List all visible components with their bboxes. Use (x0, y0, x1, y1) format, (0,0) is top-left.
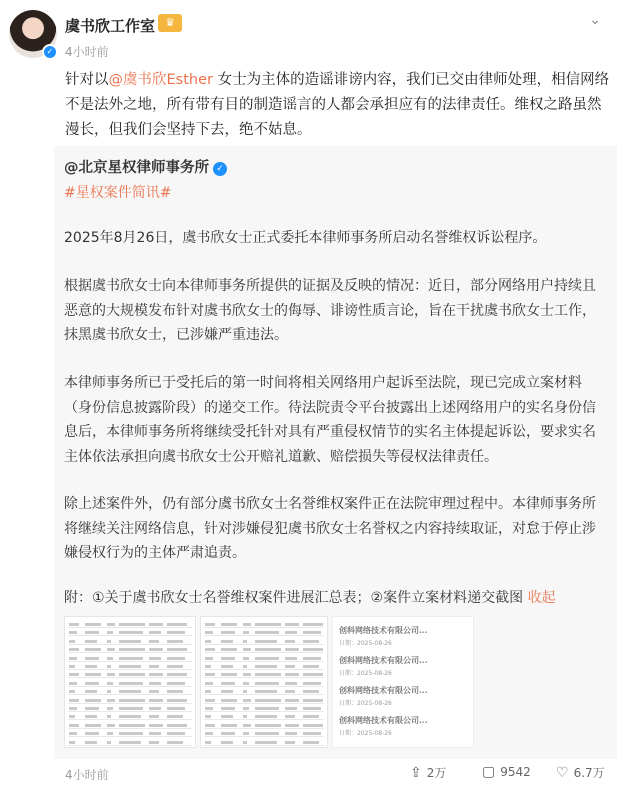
table-cell-mark (107, 690, 111, 693)
table-cell-mark (205, 690, 211, 693)
table-cell-mark (205, 715, 211, 718)
table-cell-mark (255, 682, 279, 685)
table-cell-mark (149, 699, 163, 702)
table-cell-mark (167, 623, 187, 626)
table-cell-mark (119, 690, 141, 693)
table-cell-mark (85, 665, 97, 668)
table-row-line (204, 677, 324, 678)
table-cell-mark (285, 682, 297, 685)
repost-author-name[interactable]: @北京星权律师事务所 (64, 160, 209, 176)
table-row-line (68, 627, 192, 628)
table-cell-mark (243, 673, 251, 676)
table-cell-mark (85, 732, 99, 735)
table-cell-mark (167, 690, 183, 693)
table-cell-mark (255, 690, 277, 693)
table-cell-mark (221, 640, 233, 643)
table-cell-mark (107, 724, 115, 727)
table-cell-mark (221, 741, 233, 744)
table-cell-mark (285, 657, 297, 660)
table-cell-mark (149, 657, 161, 660)
post-text-suffix: 女士为主体的造谣诽谤内容，我们已交由律师处理，相信网络不是法外之地，所有带有目的制造谣言的人都会承担应有的法律责任。维权之路虽然漫长，但我们会坚持下去，绝不姑息。 (65, 72, 610, 138)
table-row-line (68, 728, 192, 729)
table-cell-mark (167, 732, 185, 735)
repost-paragraph-3: 本律师事务所已于受托后的第一时间将相关网络用户起诉至法院，现已完成立案材料（身份信息披露阶段）的递交工作。待法院责令平台披露出上述网络用户的实名身份信息后，本律师事务所将继续受托针对具有严重侵权情节的实名主体提起诉讼，要求实名主体依法承担向虞书欣女士公开赔礼道歉、赔偿损失等侵权法律责任。 (64, 375, 596, 465)
card-item: 创科网络技术有限公司... 日期：2025-08-26 (339, 685, 428, 707)
table-cell-mark (167, 640, 183, 643)
table-cell-mark (69, 631, 77, 634)
table-cell-mark (255, 623, 281, 626)
table-cell-mark (221, 682, 235, 685)
table-row-line (204, 728, 324, 729)
table-cell-mark (69, 673, 79, 676)
table-row-line (204, 703, 324, 704)
table-cell-mark (107, 631, 113, 634)
table-cell-mark (119, 682, 143, 685)
summary-table-image-2[interactable] (200, 616, 328, 748)
table-cell-mark (205, 707, 213, 710)
table-cell-mark (255, 699, 281, 702)
table-cell-mark (119, 724, 145, 727)
table-cell-mark (69, 657, 77, 660)
table-cell-mark (69, 699, 79, 702)
table-cell-mark (255, 640, 277, 643)
table-cell-mark (303, 699, 323, 702)
table-cell-mark (255, 657, 279, 660)
repost-author[interactable] (64, 156, 227, 177)
table-row-line (204, 661, 324, 662)
table-cell-mark (149, 690, 159, 693)
table-cell-mark (85, 741, 97, 744)
table-row-line (204, 745, 324, 746)
repost-paragraph-2: 根据虞书欣女士向本律师事务所提供的证据及反映的情况：近日，部分网络用户持续且恶意的大规模发布针对虞书欣女士的侮辱、诽谤性质言论，旨在干扰虞书欣女士工作，抹黑虞书欣女士，已涉嫌严重违法。 (64, 278, 596, 343)
table-cell-mark (303, 631, 321, 634)
table-cell-mark (243, 715, 247, 718)
table-cell-mark (243, 682, 249, 685)
post-text (65, 68, 611, 143)
table-row-line (68, 644, 192, 645)
table-cell-mark (255, 741, 277, 744)
table-cell-mark (221, 648, 237, 651)
table-cell-mark (69, 665, 75, 668)
comment-icon: ▢ (482, 764, 496, 780)
table-cell-mark (167, 631, 185, 634)
table-cell-mark (285, 690, 295, 693)
table-cell-mark (243, 665, 247, 668)
comment-count: 9542 (500, 765, 531, 779)
table-cell-mark (205, 648, 215, 651)
table-cell-mark (69, 640, 75, 643)
table-cell-mark (243, 648, 251, 651)
table-cell-mark (205, 623, 215, 626)
comment-button[interactable] (482, 764, 531, 780)
repost-card[interactable] (54, 146, 617, 759)
attachment-note (64, 586, 604, 611)
table-cell-mark (221, 631, 235, 634)
table-cell-mark (119, 707, 143, 710)
author-name[interactable]: 虞书欣工作室 (65, 17, 156, 35)
table-row-line (68, 635, 192, 636)
mention-link[interactable]: @虞书欣Esther (108, 72, 213, 88)
table-cell-mark (85, 631, 99, 634)
table-cell-mark (285, 623, 299, 626)
table-cell-mark (255, 707, 279, 710)
table-cell-mark (149, 631, 161, 634)
crown-badge-icon[interactable]: ♛ (158, 14, 182, 32)
table-cell-mark (107, 648, 115, 651)
table-cell-mark (303, 741, 319, 744)
table-cell-mark (303, 715, 319, 718)
table-cell-mark (107, 682, 113, 685)
summary-table-image[interactable] (64, 616, 196, 748)
repost-paragraph-1: 2025年8月26日，虞书欣女士正式委托本律师事务所启动名誉维权诉讼程序。 (64, 230, 547, 246)
card-item: 创科网络技术有限公司... 日期：2025-08-26 (339, 715, 428, 737)
table-cell-mark (69, 707, 77, 710)
table-cell-mark (285, 732, 297, 735)
table-cell-mark (243, 741, 247, 744)
table-cell-mark (149, 732, 161, 735)
table-cell-mark (221, 699, 237, 702)
table-cell-mark (69, 724, 79, 727)
table-cell-mark (221, 665, 233, 668)
table-cell-mark (107, 665, 111, 668)
table-row-line (68, 686, 192, 687)
verified-badge-icon: ✓ (213, 162, 227, 176)
table-cell-mark (149, 741, 159, 744)
table-cell-mark (85, 699, 101, 702)
table-cell-mark (243, 640, 247, 643)
table-cell-mark (285, 648, 299, 651)
table-cell-mark (303, 648, 323, 651)
table-cell-mark (221, 715, 233, 718)
table-cell-mark (167, 673, 187, 676)
table-cell-mark (149, 707, 161, 710)
table-row-line (204, 686, 324, 687)
table-cell-mark (243, 623, 251, 626)
table-cell-mark (255, 648, 281, 651)
table-cell-mark (221, 657, 235, 660)
verified-badge-icon: ✓ (42, 44, 58, 60)
table-row-line (204, 644, 324, 645)
table-cell-mark (119, 732, 143, 735)
table-cell-mark (69, 648, 79, 651)
like-count: 6.7万 (573, 766, 605, 780)
table-cell-mark (303, 657, 321, 660)
table-cell-mark (221, 724, 237, 727)
table-row-line (204, 652, 324, 653)
table-row-line (68, 745, 192, 746)
table-cell-mark (303, 682, 321, 685)
topic-link[interactable]: #星权案件简讯# (64, 185, 172, 201)
table-row-line (68, 719, 192, 720)
table-cell-mark (107, 623, 115, 626)
table-cell-mark (85, 715, 97, 718)
table-cell-mark (149, 623, 163, 626)
table-cell-mark (205, 741, 211, 744)
table-cell-mark (243, 707, 249, 710)
table-cell-mark (69, 690, 75, 693)
table-row-line (204, 711, 324, 712)
table-cell-mark (107, 732, 113, 735)
table-cell-mark (285, 724, 299, 727)
attachment-text: 附：①关于虞书欣女士名誉维权案件进展汇总表；②案件立案材料递交截图 (64, 590, 528, 606)
table-row-line (68, 652, 192, 653)
table-cell-mark (149, 665, 159, 668)
table-row-line (68, 703, 192, 704)
post-header (0, 0, 617, 66)
table-row-line (204, 635, 324, 636)
table-cell-mark (119, 657, 143, 660)
table-cell-mark (149, 715, 159, 718)
table-cell-mark (149, 673, 163, 676)
table-cell-mark (255, 724, 281, 727)
table-cell-mark (285, 673, 299, 676)
table-cell-mark (167, 741, 183, 744)
table-cell-mark (205, 631, 213, 634)
table-cell-mark (303, 732, 321, 735)
table-cell-mark (243, 699, 251, 702)
repost-paragraph-4: 除上述案件外，仍有部分虞书欣女士名誉维权案件正在法院审理过程中。本律师事务所将继续关注网络信息，针对涉嫌侵犯虞书欣女士名誉权之内容持续取证，对怠于停止涉嫌侵权行为的主体严肃追责。 (64, 496, 596, 561)
table-cell-mark (107, 741, 111, 744)
table-cell-mark (221, 732, 235, 735)
post-footer (0, 759, 617, 788)
table-cell-mark (167, 699, 187, 702)
table-cell-mark (167, 682, 185, 685)
table-row-line (68, 694, 192, 695)
table-cell-mark (167, 707, 185, 710)
card-item: 创科网络技术有限公司... 日期：2025-08-26 (339, 625, 428, 647)
table-cell-mark (243, 631, 249, 634)
table-cell-mark (119, 623, 145, 626)
filing-screenshot-image[interactable] (332, 616, 474, 748)
repost-count: 2万 (426, 766, 447, 780)
table-cell-mark (119, 648, 145, 651)
table-cell-mark (85, 690, 97, 693)
post-text-prefix: 针对以 (65, 72, 109, 88)
table-cell-mark (149, 682, 161, 685)
table-cell-mark (149, 648, 163, 651)
table-cell-mark (69, 741, 75, 744)
table-cell-mark (119, 673, 145, 676)
post-time[interactable]: 4小时前 (65, 45, 109, 59)
table-cell-mark (221, 623, 237, 626)
table-cell-mark (255, 665, 277, 668)
table-cell-mark (255, 732, 279, 735)
like-icon: ♡ (556, 764, 569, 781)
table-cell-mark (69, 715, 75, 718)
table-cell-mark (255, 715, 277, 718)
table-row-line (204, 736, 324, 737)
table-cell-mark (205, 724, 215, 727)
like-button[interactable] (556, 764, 605, 781)
table-cell-mark (303, 707, 321, 710)
table-cell-mark (69, 732, 77, 735)
table-cell-mark (285, 699, 299, 702)
table-cell-mark (119, 741, 141, 744)
repost-button[interactable] (410, 764, 446, 781)
table-cell-mark (285, 631, 297, 634)
table-cell-mark (167, 657, 185, 660)
table-cell-mark (303, 724, 323, 727)
table-cell-mark (205, 657, 213, 660)
table-cell-mark (221, 673, 237, 676)
table-cell-mark (167, 648, 187, 651)
table-cell-mark (221, 690, 233, 693)
table-cell-mark (285, 640, 295, 643)
table-cell-mark (205, 732, 213, 735)
table-cell-mark (205, 640, 211, 643)
footer-time[interactable]: 4小时前 (65, 768, 109, 782)
table-row-line (204, 694, 324, 695)
table-cell-mark (119, 665, 141, 668)
table-cell-mark (85, 657, 99, 660)
table-cell-mark (107, 640, 111, 643)
table-row-line (204, 669, 324, 670)
table-cell-mark (149, 640, 159, 643)
table-cell-mark (107, 707, 113, 710)
table-cell-mark (255, 631, 279, 634)
table-cell-mark (205, 673, 215, 676)
table-cell-mark (167, 665, 183, 668)
table-cell-mark (285, 665, 295, 668)
card-item: 创科网络技术有限公司... 日期：2025-08-26 (339, 655, 428, 677)
table-cell-mark (119, 631, 143, 634)
table-cell-mark (85, 673, 101, 676)
table-cell-mark (285, 707, 297, 710)
table-cell-mark (107, 657, 113, 660)
table-row-line (68, 669, 192, 670)
table-cell-mark (85, 648, 101, 651)
collapse-link[interactable]: 收起 (527, 590, 556, 606)
table-cell-mark (205, 699, 215, 702)
table-cell-mark (85, 724, 101, 727)
table-cell-mark (303, 690, 319, 693)
table-cell-mark (85, 707, 99, 710)
table-row-line (68, 736, 192, 737)
table-cell-mark (69, 682, 77, 685)
table-row-line (204, 627, 324, 628)
table-cell-mark (243, 732, 249, 735)
chevron-down-icon[interactable]: ⌄ (589, 12, 601, 28)
table-cell-mark (107, 715, 111, 718)
attachment-images[interactable] (64, 616, 474, 756)
table-cell-mark (243, 657, 249, 660)
table-cell-mark (107, 699, 115, 702)
table-cell-mark (303, 623, 323, 626)
repost-icon: ⇪ (410, 764, 422, 781)
table-cell-mark (303, 640, 319, 643)
table-cell-mark (119, 640, 141, 643)
table-cell-mark (85, 623, 101, 626)
table-cell-mark (85, 640, 97, 643)
table-cell-mark (119, 715, 141, 718)
table-cell-mark (205, 682, 213, 685)
table-cell-mark (205, 665, 211, 668)
table-cell-mark (285, 715, 295, 718)
table-cell-mark (303, 665, 319, 668)
table-cell-mark (149, 724, 163, 727)
table-row-line (68, 677, 192, 678)
table-cell-mark (255, 673, 281, 676)
table-cell-mark (107, 673, 115, 676)
table-cell-mark (285, 741, 295, 744)
table-cell-mark (221, 707, 235, 710)
table-cell-mark (167, 715, 183, 718)
table-cell-mark (69, 623, 79, 626)
table-cell-mark (167, 724, 187, 727)
table-row-line (68, 661, 192, 662)
table-cell-mark (243, 724, 251, 727)
table-cell-mark (303, 673, 323, 676)
table-cell-mark (85, 682, 99, 685)
table-row-line (68, 711, 192, 712)
table-cell-mark (243, 690, 247, 693)
table-cell-mark (119, 699, 145, 702)
table-row-line (204, 719, 324, 720)
